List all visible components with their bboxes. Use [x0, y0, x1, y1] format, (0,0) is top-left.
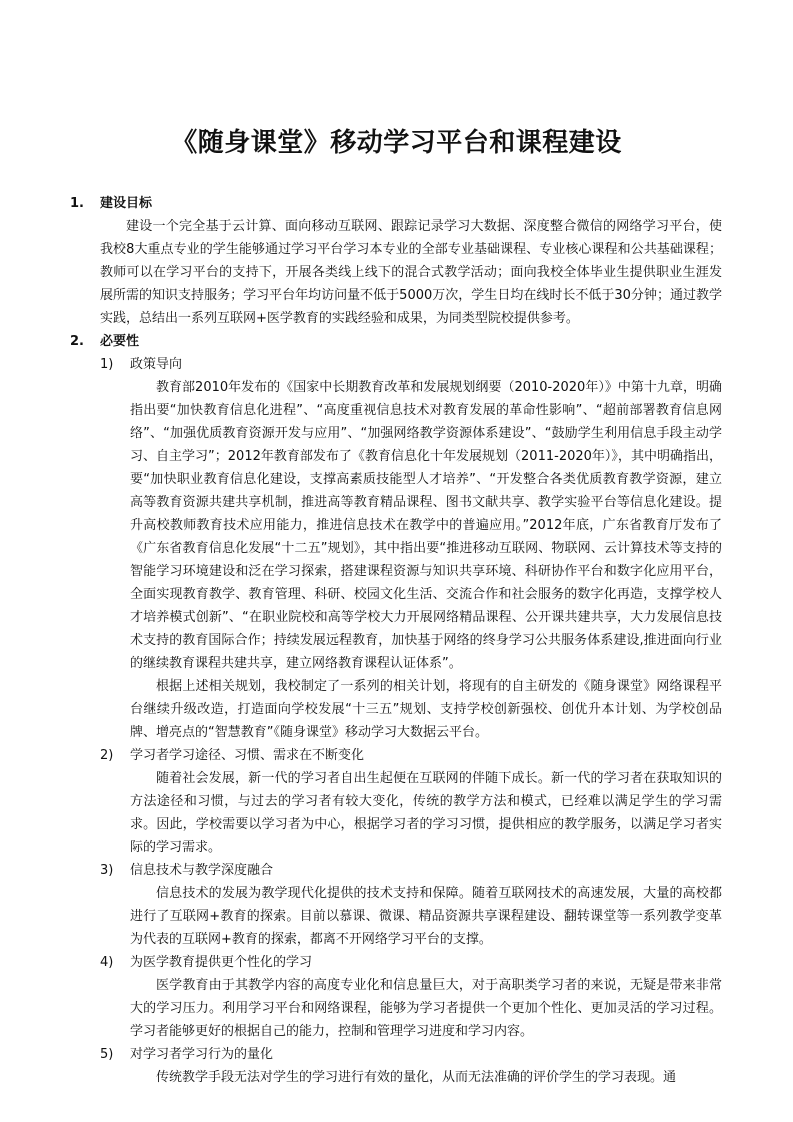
item-2-number: 2) [100, 748, 114, 763]
section-1-paragraph: 建设一个完全基于云计算、面向移动互联网、跟踪记录学习大数据、深度整合微信的网络学习平台，使我校8大重点专业的学生能够通过学习平台学习本专业的全部专业基础课程、专业核心课程和公共基础课程；教师可以在学习平台的支持下，开展各类线上线下的混合式教学活动；面向我校全体毕业生提供职业生涯发展所需的知识支持服务；学习平台年均访问量不低于5000万次，学生日均在线时长不低于30分钟；通过教学实践，总结出一系列互联网+医学教育的实践经验和成果，为同类型院校提供参考。 [100, 219, 722, 326]
item-2-paragraph: 随着社会发展，新一代的学习者自出生起便在互联网的伴随下成长。新一代的学习者在获取知识的方法途径和习惯，与过去的学习者有较大变化，传统的教学方法和模式，已经难以满足学生的学习需求。因此，学校需要以学习者为中心，根据学习者的学习习惯，提供相应的教学服务，以满足学习者实际的学习需求。 [130, 771, 722, 855]
item-1-paragraph-2: 根据上述相关规划，我校制定了一系列的相关计划，将现有的自主研发的《随身课堂》网络课程平台继续升级改造，打造面向学校发展“十三五”规划、支持学校创新强校、创优升本计划、为学校创品牌、增亮点的“智慧教育”《随身课堂》移动学习大数据云平台。 [130, 679, 722, 740]
item-3-paragraph: 信息技术的发展为教学现代化提供的技术支持和保障。随着互联网技术的高速发展，大量的高校都进行了互联网+教育的探索。目前以慕课、微课、精品资源共享课程建设、翻转课堂等一系列教学变革为代表的互联网+教育的探索，都离不开网络学习平台的支撑。 [130, 886, 722, 947]
item-5-heading [70, 1043, 722, 1066]
item-1-title: 政策导向 [130, 357, 183, 372]
item-5-number: 5) [100, 1047, 114, 1062]
item-1-paragraph-1: 教育部2010年发布的《国家中长期教育改革和发展规划纲要（2010-2020年）》中第十九章，明确指出要“加快教育信息化进程”、“高度重视信息技术对教育发展的革命性影响”、“超前部署教育信息网络”、“加强优质教育资源开发与应用”、“加强网络教学资源体系建设”、“鼓励学生利用信息手段主动学习、自主学习”；2012年教育部发布了《教育信息化十年发展规划（2011-2020年）》，其中明确指出，要“加快职业教育信息化建设，支撑高素质技能型人才培养”、“开发整合各类优质教育教学资源，建立高等教育资源共建共享机制，推进高等教育精品课程、图书文献共享、教学实验平台等信息化建设。提升高校教师教育技术应用能力，推进信息技术在教学中的普遍应用。”2012年底，广东省教育厅发布了《广东省教育信息化发展“十二五”规划》，其中指出要“推进移动互联网、物联网、云计算技术等支持的智能学习环境建设和泛在学习探索，搭建课程资源与知识共享环境、科研协作平台和数字化应用平台，全面实现教育教学、教育管理、科研、校园文化生活、交流合作和社会服务的数字化再造，支撑学校人才培养模式创新”、“在职业院校和高等学校大力开展网络精品课程、公开课共建共享，大力发展信息技术支持的教育国际合作；持续发展远程教育，加快基于网络的终身学习公共服务体系建设,推进面向行业的继续教育课程共建共享，建立网络教育课程认证体系”。 [130, 380, 722, 671]
item-5-paragraph: 传统教学手段无法对学生的学习进行有效的量化，从而无法准确的评价学生的学习表现。通 [156, 1070, 677, 1085]
item-4-paragraph: 医学教育由于其教学内容的高度专业化和信息量巨大，对于高职类学习者的来说，无疑是带来非常大的学习压力。利用学习平台和网络课程，能够为学习者提供一个更加个性化、更加灵活的学习过程。学习者能够更好的根据自己的能力，控制和管理学习进度和学习内容。 [130, 978, 722, 1039]
item-1-heading [70, 353, 722, 376]
document-body [70, 192, 722, 1089]
item-2-heading [70, 744, 722, 767]
item-4-heading [70, 951, 722, 974]
page-title: 《随身课堂》移动学习平台和课程建设 [171, 128, 622, 158]
item-3-title: 信息技术与教学深度融合 [130, 863, 274, 878]
item-4-title: 为医学教育提供更个性化的学习 [130, 955, 313, 970]
item-1-number: 1) [100, 357, 114, 372]
section-1-number: 1. [70, 196, 84, 211]
item-4-number: 4) [100, 955, 114, 970]
section-1-title: 建设目标 [100, 196, 153, 211]
item-3-number: 3) [100, 863, 114, 878]
section-2-heading [70, 330, 722, 353]
section-1-heading [70, 192, 722, 215]
item-2-title: 学习者学习途径、习惯、需求在不断变化 [130, 748, 365, 763]
item-5-title: 对学习者学习行为的量化 [130, 1047, 274, 1062]
section-2-title: 必要性 [100, 334, 140, 349]
section-2-number: 2. [70, 334, 84, 349]
item-3-heading [70, 859, 722, 882]
